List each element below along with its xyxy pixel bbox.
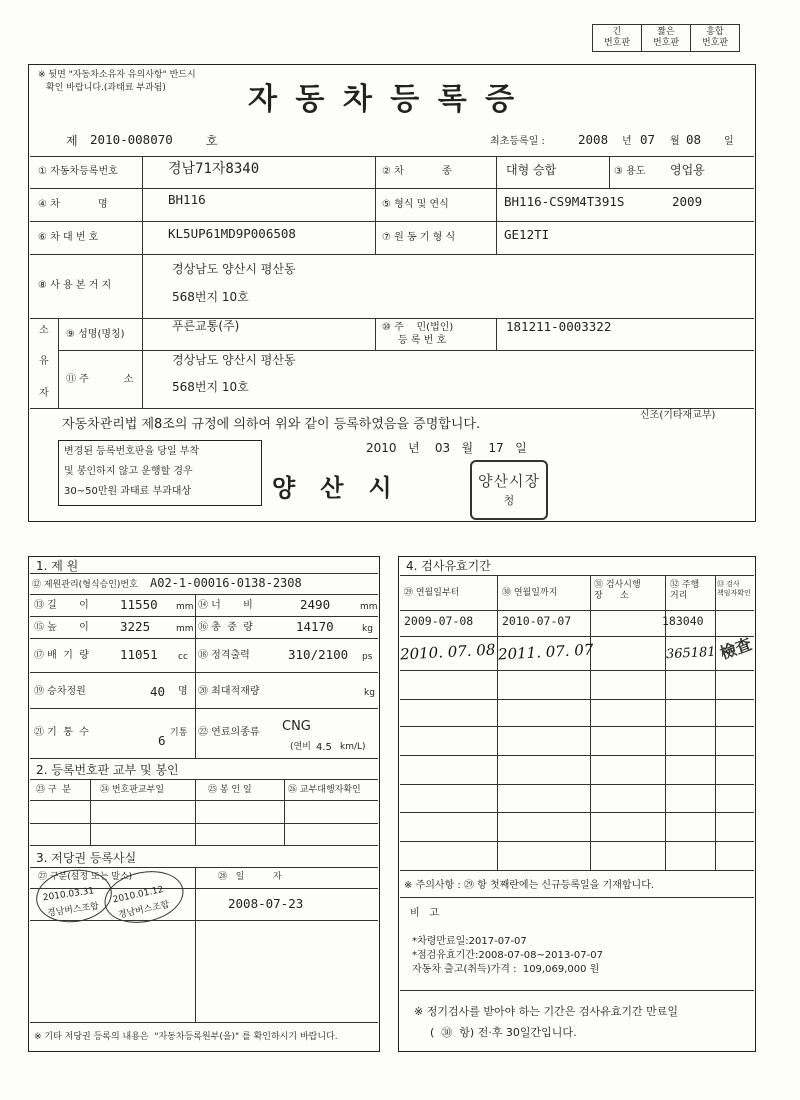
plates-header-seal-date: ㉕ 봉 인 일 xyxy=(208,785,252,795)
plates-header-kind: ㉓ 구 분 xyxy=(36,785,71,795)
plates-line xyxy=(30,800,378,801)
fuel-value: CNG xyxy=(282,719,311,734)
mortgage-header-kind: ㉗ 구분(설정 또는 말소) xyxy=(38,872,133,882)
field-row-line xyxy=(30,254,754,255)
owner-id-label-1: ⑩ 주 민(법인) xyxy=(382,322,454,333)
field-row-line xyxy=(30,188,754,189)
mortgage-stamp-2-text: 경남버스조합 xyxy=(117,900,171,921)
plates-header-agent: ㉖ 교부대행자확인 xyxy=(288,785,361,795)
inspection-line xyxy=(400,575,754,576)
inspection-line xyxy=(400,610,754,611)
plates-line xyxy=(30,823,378,824)
warning-line-3: 30~50만원 과태료 부과대상 xyxy=(64,486,192,497)
vehicle-type-label: ② 차 종 xyxy=(382,166,452,177)
remarks-line-3: 자동차 출고(취득)가격 : 109,069,000 원 xyxy=(412,964,600,975)
width-value: 2490 xyxy=(300,597,331,612)
field-col-line xyxy=(58,318,59,408)
length-label: ⑬ 길 이 xyxy=(34,600,89,611)
doc-number-prefix: 제 xyxy=(66,134,78,148)
base-label: ⑧ 사 용 본 거 지 xyxy=(38,280,112,291)
field-table-top xyxy=(30,156,754,157)
displacement-unit: cc xyxy=(178,652,188,662)
first-reg-day: 08 xyxy=(686,132,702,147)
issuer-name: 양 산 시 xyxy=(272,473,392,502)
specs-line xyxy=(30,708,378,709)
cylinders-label: ㉑ 기 통 수 xyxy=(34,727,89,738)
first-reg-month-unit: 월 xyxy=(670,136,680,147)
vin-value: KL5UP61MD9P006508 xyxy=(168,226,296,241)
weight-label: ⑯ 총 중 량 xyxy=(198,622,253,633)
stamp-box-label-mixed: 흥합 번호판 xyxy=(701,27,729,48)
mortgage-section-title: 3. 저당권 등록사실 xyxy=(36,851,137,865)
specs-section-title: 1. 제 원 xyxy=(36,559,79,573)
fuel-label: ㉒ 연료의종류 xyxy=(198,727,260,738)
warning-line-2: 및 봉인하지 않고 운행할 경우 xyxy=(64,466,193,477)
use-label: ③ 용도 xyxy=(614,166,646,177)
inspection-check-stamp: 檢査 xyxy=(717,634,755,663)
inspection-line xyxy=(400,726,754,727)
specs-line xyxy=(30,594,378,595)
spec-no-value: A02-1-00016-0138-2308 xyxy=(150,576,302,590)
field-col-line xyxy=(375,156,376,254)
first-reg-label: 최초등록일 : xyxy=(490,136,545,147)
seats-label: ⑲ 승차정원 xyxy=(34,686,86,697)
owner-address-line-1: 경상남도 양산시 평산동 xyxy=(172,353,296,367)
plates-line xyxy=(30,845,378,846)
seats-unit: 명 xyxy=(178,686,188,697)
mortgage-col-line xyxy=(195,867,196,1022)
stamp-box-label-short: 짧은 번호판 xyxy=(652,27,680,48)
use-value: 영업용 xyxy=(670,163,705,177)
spec-no-label: ⑫ 제원관리(형식승인)번호 xyxy=(32,580,138,590)
official-seal-text: 양산시장 xyxy=(478,472,540,490)
plates-col-line xyxy=(90,779,91,845)
plate-stamp-boxes xyxy=(592,24,740,52)
efficiency-label: (연비 xyxy=(290,742,311,752)
mortgage-stamp-1-date: 2010.03.31 xyxy=(42,886,95,904)
mortgage-row-date: 2008-07-23 xyxy=(228,896,304,911)
field-row-line xyxy=(30,221,754,222)
specs-line xyxy=(30,758,378,759)
mortgage-stamp-1-text: 경남버스조합 xyxy=(46,901,100,919)
reg-no-value: 경남71자8340 xyxy=(168,161,260,177)
inspection-line xyxy=(400,699,754,700)
plates-col-line xyxy=(284,779,285,845)
owner-address-line-2: 568번지 10호 xyxy=(172,380,249,394)
cylinders-value: 6 xyxy=(158,733,166,748)
plates-line xyxy=(30,779,378,780)
inspection-row-1-to: 2010-07-07 xyxy=(502,614,572,628)
owner-name-label: ⑨ 성명(명칭) xyxy=(66,329,125,340)
inspection-line xyxy=(400,636,754,637)
inspection-col-line xyxy=(497,575,498,870)
vehicle-type-value: 대형 승합 xyxy=(506,163,557,177)
mortgage-header-date: ㉘ 일 자 xyxy=(218,872,282,882)
field-col-line xyxy=(375,318,376,350)
remarks-bottom-2: ( ㉚ 항) 전·후 30일간입니다. xyxy=(430,1026,577,1039)
inspection-row-2-mileage: 365181 xyxy=(665,644,716,663)
specs-col-line xyxy=(195,594,196,758)
first-reg-year: 2008 xyxy=(578,132,609,147)
owner-side-char-1: 소 xyxy=(39,325,49,336)
length-value: 11550 xyxy=(120,597,158,612)
inspection-col-line xyxy=(590,575,591,870)
field-row-line xyxy=(30,318,754,319)
inspection-frame xyxy=(398,556,756,1052)
warning-line-1: 변경된 등록번호판을 당일 부착 xyxy=(64,446,200,457)
mortgage-footer: ※ 기타 저당권 등록의 내용은 "자동차등록원부(을)" 를 확인하시기 바랍니다. xyxy=(34,1032,338,1042)
inspection-section-title: 4. 검사유효기간 xyxy=(406,559,491,573)
field-col-line xyxy=(496,156,497,254)
width-label: ⑭ 너 비 xyxy=(198,600,253,611)
height-label: ⑮ 높 이 xyxy=(34,622,89,633)
engine-value: GE12TI xyxy=(504,227,550,242)
plates-col-line xyxy=(195,779,196,845)
doc-number: 2010-008070 xyxy=(90,132,173,147)
remarks-line-2: *점검유효기간:2008-07-08~2013-07-07 xyxy=(412,950,603,961)
vehicle-name-value: BH116 xyxy=(168,192,206,207)
inspection-line xyxy=(400,670,754,671)
inspection-header-check: ㉝ 검사 책임자확인 xyxy=(717,580,751,597)
mortgage-line xyxy=(30,867,378,868)
power-unit: ps xyxy=(362,652,373,662)
power-value: 310/2100 xyxy=(288,647,349,662)
weight-unit: kg xyxy=(362,624,373,634)
owner-id-value: 181211-0003322 xyxy=(506,319,612,334)
vehicle-name-label: ④ 차 명 xyxy=(38,199,108,210)
inspection-line xyxy=(400,841,754,842)
inspection-header-to: ㉚ 연월일까지 xyxy=(502,588,558,598)
notice-line-2: 확인 바랍니다.(과태료 부과됨) xyxy=(46,83,166,93)
mortgage-stamp-2-date: 2010.01.12 xyxy=(112,884,165,906)
issue-date: 2010 년 03 월 17 일 xyxy=(366,441,527,455)
inspection-row-2-to: 2011. 07. 07 xyxy=(497,640,594,664)
inspection-row-2-from: 2010. 07. 08 xyxy=(399,640,496,664)
field-col-line xyxy=(496,318,497,350)
max-load-unit: kg xyxy=(364,688,375,698)
specs-line xyxy=(30,638,378,639)
owner-name-value: 푸른교통(주) xyxy=(172,319,240,333)
certification-text: 자동차관리법 제8조의 규정에 의하여 위와 같이 등록하였음을 증명합니다. xyxy=(62,417,481,432)
inspection-line xyxy=(400,897,754,898)
length-unit: mm xyxy=(176,602,194,612)
inspection-row-1-mileage: 183040 xyxy=(662,614,704,628)
plates-header-issue-date: ㉔ 번호판교부일 xyxy=(100,785,165,795)
official-seal xyxy=(470,460,548,520)
inspection-notice: ※ 주의사항 : ㉙ 항 첫째란에는 신규등록일을 기재합니다. xyxy=(404,880,655,891)
inspection-line xyxy=(400,755,754,756)
plates-section-title: 2. 등록번호판 교부 및 봉인 xyxy=(36,763,179,777)
inspection-header-from: ㉙ 연월일부터 xyxy=(404,588,460,598)
displacement-label: ⑰ 배 기 량 xyxy=(34,650,89,661)
owner-side-char-2: 유 xyxy=(39,356,49,367)
base-address-line-2: 568번지 10호 xyxy=(172,290,249,304)
weight-value: 14170 xyxy=(296,619,334,634)
efficiency-value: 4.5 xyxy=(316,742,332,753)
document-title: 자 동 차 등 록 증 xyxy=(248,82,519,117)
seats-value: 40 xyxy=(150,684,166,699)
displacement-value: 11051 xyxy=(120,647,158,662)
specs-line xyxy=(30,672,378,673)
stamp-box-label-long: 긴 번호판 xyxy=(603,27,631,48)
inspection-header-mileage: ㉜ 주행 거리 xyxy=(670,580,700,601)
height-value: 3225 xyxy=(120,619,151,634)
width-unit: mm xyxy=(360,602,378,612)
first-reg-day-unit: 일 xyxy=(724,136,734,147)
inspection-line xyxy=(400,990,754,991)
official-seal-small: 청 xyxy=(503,494,515,507)
inspection-col-line xyxy=(715,575,716,870)
model-year-value: 2009 xyxy=(672,194,703,209)
specs-line xyxy=(30,573,378,574)
inspection-line xyxy=(400,870,754,871)
first-reg-month: 07 xyxy=(640,132,656,147)
owner-address-label: ⑪ 주 소 xyxy=(66,374,134,385)
inspection-row-1-from: 2009-07-08 xyxy=(404,614,474,628)
doc-number-suffix: 호 xyxy=(206,134,218,148)
inspection-line xyxy=(400,784,754,785)
reissue-note: 신조(기타재교부) xyxy=(640,410,716,421)
owner-side-char-3: 자 xyxy=(39,388,49,399)
specs-line xyxy=(30,616,378,617)
inspection-header-place: ㉛ 검사시행 장 소 xyxy=(594,580,641,601)
remarks-label: 비 고 xyxy=(410,908,439,919)
efficiency-unit: km/L) xyxy=(340,742,366,752)
model-label: ⑤ 형식 및 연식 xyxy=(382,199,449,210)
field-col-line xyxy=(142,156,143,408)
vin-label: ⑥ 차 대 번 호 xyxy=(38,232,99,243)
notice-line-1: ※ 뒷면 "자동차소유자 유의사항" 반드시 xyxy=(38,70,196,80)
max-load-label: ⑳ 최대적재량 xyxy=(198,686,260,697)
reg-no-label: ① 자동차등록번호 xyxy=(38,166,118,177)
field-table-bottom xyxy=(30,408,754,409)
field-col-line xyxy=(609,156,610,188)
mortgage-line xyxy=(30,1022,378,1023)
cylinders-unit: 기통 xyxy=(170,728,188,738)
remarks-bottom-1: ※ 정기검사를 받아야 하는 기간은 검사유효기간 만료일 xyxy=(414,1005,678,1018)
owner-id-label-2: 등 록 번 호 xyxy=(398,335,447,346)
engine-label: ⑦ 원 동 기 형 식 xyxy=(382,232,456,243)
base-address-line-1: 경상남도 양산시 평산동 xyxy=(172,262,296,276)
height-unit: mm xyxy=(176,624,194,634)
inspection-line xyxy=(400,812,754,813)
model-value: BH116-CS9M4T391S xyxy=(504,194,625,209)
remarks-line-1: *차령만료일:2017-07-07 xyxy=(412,936,527,947)
first-reg-year-unit: 년 xyxy=(622,136,632,147)
power-label: ⑱ 정격출력 xyxy=(198,650,250,661)
field-row-line xyxy=(58,350,754,351)
